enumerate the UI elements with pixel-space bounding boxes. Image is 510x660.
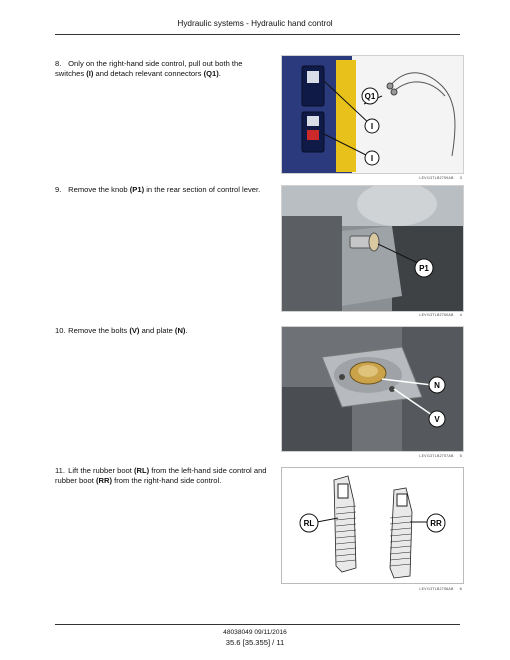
svg-text:RR: RR — [430, 519, 442, 528]
reference-label: (RR) — [95, 476, 112, 485]
figure-3 — [281, 55, 464, 174]
step-9 — [55, 185, 270, 195]
step-8 — [55, 59, 270, 79]
figure-6-caption — [281, 586, 462, 591]
footer-page-number: 35.6 [35.355] / 11 — [225, 638, 285, 647]
callout-I — [365, 119, 379, 133]
figure-number: 3 — [459, 175, 462, 180]
text-run: Remove the knob — [68, 185, 130, 194]
reference-label: (RL) — [133, 466, 150, 475]
text-run: Remove the bolts — [68, 326, 130, 335]
step-text — [55, 59, 242, 78]
figure-code: LEVI13TLB2759AB — [419, 176, 454, 180]
step-text — [68, 326, 187, 335]
callout-V — [429, 411, 445, 427]
reference-label: (V) — [129, 326, 140, 335]
text-run: and plate — [139, 326, 175, 335]
text-run: from the left-hand side control and rubber boot — [55, 466, 267, 485]
reference-label: (Q1) — [203, 69, 219, 78]
figure-code: LEVI13TLB2757AB — [419, 454, 454, 458]
figure-3-caption — [281, 175, 462, 180]
footer-rule — [55, 624, 460, 625]
figure-number: 4 — [459, 312, 462, 317]
svg-text:P1: P1 — [419, 264, 429, 273]
step-10 — [55, 326, 270, 336]
step-number: 8. — [55, 59, 62, 68]
footer-doc-number: 48038049 09/11/2016 — [223, 629, 287, 636]
figure-number: 5 — [459, 453, 462, 458]
figure-number: 6 — [459, 586, 462, 591]
step-number: 9. — [55, 185, 62, 194]
reference-label: (I) — [86, 69, 94, 78]
callout-RL — [300, 514, 318, 532]
step-number: 11. — [55, 466, 65, 475]
callout-RR — [427, 514, 445, 532]
figure-6 — [281, 467, 464, 584]
figure-5 — [281, 326, 464, 452]
svg-text:I: I — [370, 154, 374, 163]
page-header-title: Hydraulic systems - Hydraulic hand control — [177, 19, 333, 28]
step-11 — [55, 466, 270, 486]
callout-I — [365, 151, 379, 165]
svg-text:N: N — [434, 381, 440, 390]
svg-text:RL: RL — [303, 519, 315, 528]
text-run: . — [185, 326, 188, 335]
figure-code: LEVI13TLB2758AB — [419, 587, 454, 591]
figure-4-caption — [281, 312, 462, 317]
figure-code: LEVI13TLB2760AB — [419, 313, 454, 317]
figure-5-caption — [281, 453, 462, 458]
svg-text:I: I — [370, 122, 374, 131]
callout-Q1 — [362, 88, 378, 104]
text-run: from the right-hand side control. — [111, 476, 222, 485]
step-text — [55, 466, 267, 485]
svg-text:V: V — [434, 415, 440, 424]
text-run: in the rear section of control lever. — [144, 185, 261, 194]
callout-N — [429, 377, 445, 393]
text-run: . — [218, 69, 221, 78]
step-number: 10. — [55, 326, 66, 335]
step-text — [68, 185, 260, 194]
header-rule — [55, 34, 460, 35]
svg-text:Q1: Q1 — [364, 92, 376, 101]
text-run: Only on the right-hand side control, pull out both the switches — [55, 59, 243, 78]
reference-label: (N) — [174, 326, 186, 335]
figure-4 — [281, 185, 464, 312]
text-run: and detach relevant connectors — [93, 69, 204, 78]
text-run: Lift the rubber boot — [68, 466, 134, 475]
callout-P1 — [415, 259, 433, 277]
reference-label: (P1) — [129, 185, 145, 194]
